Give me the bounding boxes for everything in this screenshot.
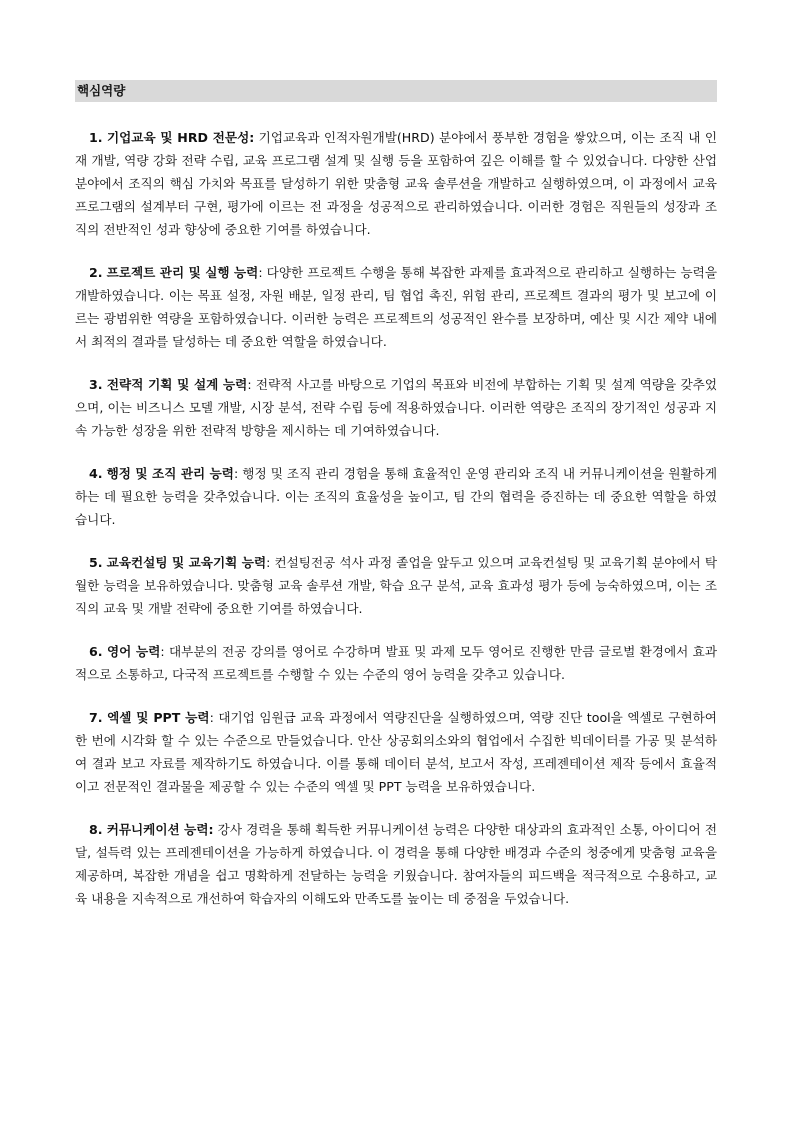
competency-item-3 [75, 373, 717, 442]
competency-item-5 [75, 551, 717, 620]
item-number: 3. [89, 377, 103, 392]
item-body: : 전략적 사고를 바탕으로 기업의 목표와 비전에 부합하는 기획 및 설계 역량을 갖추었으며, 이는 비즈니스 모델 개발, 시장 분석, 전략 수립 등에 적용하였습니다. 이러한 역량은 조직의 장기적인 성공과 지속 가능한 성장을 위한 전략적 방향을 제시하는 데 기여하였습니다. [75, 377, 717, 438]
item-title: 프로젝트 관리 및 실행 능력 [106, 265, 259, 280]
item-number: 5. [89, 555, 103, 570]
competency-item-2 [75, 261, 717, 353]
item-body: : 컨설팅전공 석사 과정 졸업을 앞두고 있으며 교육컨설팅 및 교육기획 분야에서 탁월한 능력을 보유하였습니다. 맞춤형 교육 솔루션 개발, 학습 요구 분석, 교육 효과성 평가 등에 능숙하였으며, 이는 조직의 교육 및 개발 전략에 중요한 기여를 하였습니다. [75, 555, 717, 616]
item-body: 강사 경력을 통해 획득한 커뮤니케이션 능력은 다양한 대상과의 효과적인 소통, 아이디어 전달, 설득력 있는 프레젠테이션을 가능하게 하였습니다. 이 경력을 통해 다양한 배경과 수준의 청중에게 맞춤형 교육을 제공하며, 복잡한 개념을 쉽고 명확하게 전달하는 능력을 키웠습니다. 참여자들의 피드백을 적극적으로 수용하고, 교육 내용을 지속적으로 개선하여 학습자의 이해도와 만족도를 높이는 데 중점을 두었습니다. [75, 822, 717, 906]
item-body: 기업교육과 인적자원개발(HRD) 분야에서 풍부한 경험을 쌓았으며, 이는 조직 내 인재 개발, 역량 강화 전략 수립, 교육 프로그램 설계 및 실행 등을 포함하여 깊은 이해를 할 수 있었습니다. 다양한 산업 분야에서 조직의 핵심 가치와 목표를 달성하기 위한 맞춤형 교육 솔루션을 개발하고 실행하였으며, 이 과정에서 교육 프로그램의 설계부터 구현, 평가에 이르는 전 과정을 성공적으로 관리하였습니다. 이러한 경험은 직원들의 성장과 조직의 전반적인 성과 향상에 중요한 기여를 하였습니다. [75, 130, 717, 237]
item-title: 기업교육 및 HRD 전문성: [106, 130, 255, 145]
item-title: 엑셀 및 PPT 능력 [107, 710, 210, 725]
item-title: 행정 및 조직 관리 능력 [106, 466, 234, 481]
item-body: : 대부분의 전공 강의를 영어로 수강하며 발표 및 과제 모두 영어로 진행한 만큼 글로벌 환경에서 효과적으로 소통하고, 다국적 프로젝트를 수행할 수 있는 수준의 영어 능력을 갖추고 있습니다. [75, 644, 717, 682]
item-number: 8. [89, 822, 103, 837]
item-body: : 대기업 임원급 교육 과정에서 역량진단을 실행하였으며, 역량 진단 tool을 엑셀로 구현하여 한 번에 시각화 할 수 있는 수준으로 만들었습니다. 안산 상공회의소와의 협업에서 수집한 빅데이터를 가공 및 분석하여 결과 보고 자료를 제작하기도 하였습니다. 이를 통해 데이터 분석, 보고서 작성, 프레젠테이션 제작 등에서 효율적이고 전문적인 결과물을 제공할 수 있는 수준의 엑셀 및 PPT 능력을 보유하였습니다. [75, 710, 717, 794]
competency-item-6 [75, 640, 717, 686]
item-title: 교육컨설팅 및 교육기획 능력 [106, 555, 267, 570]
item-title: 커뮤니케이션 능력: [106, 822, 214, 837]
document-page [75, 80, 717, 930]
competency-item-7 [75, 706, 717, 798]
item-number: 6. [89, 644, 103, 659]
competency-item-4 [75, 462, 717, 531]
item-number: 1. [89, 130, 103, 145]
item-number: 2. [89, 265, 103, 280]
item-number: 7. [89, 710, 103, 725]
item-body: : 행정 및 조직 관리 경험을 통해 효율적인 운영 관리와 조직 내 커뮤니케이션을 원활하게 하는 데 필요한 능력을 갖추었습니다. 이는 조직의 효율성을 높이고, 팀 간의 협력을 증진하는 데 중요한 역할을 하였습니다. [75, 466, 717, 527]
item-title: 전략적 기획 및 설계 능력 [106, 377, 248, 392]
competency-item-1 [75, 126, 717, 241]
competency-item-8 [75, 818, 717, 910]
item-body: : 다양한 프로젝트 수행을 통해 복잡한 과제를 효과적으로 관리하고 실행하는 능력을 개발하였습니다. 이는 목표 설정, 자원 배분, 일정 관리, 팀 협업 촉진, 위험 관리, 프로젝트 결과의 평가 및 보고에 이르는 광범위한 역량을 포함하였습니다. 이러한 능력은 프로젝트의 성공적인 완수를 보장하며, 예산 및 시간 제약 내에서 최적의 결과를 달성하는 데 중요한 역할을 하였습니다. [75, 265, 718, 349]
item-title: 영어 능력 [106, 644, 161, 659]
section-header: 핵심역량 [75, 80, 717, 102]
item-number: 4. [89, 466, 103, 481]
